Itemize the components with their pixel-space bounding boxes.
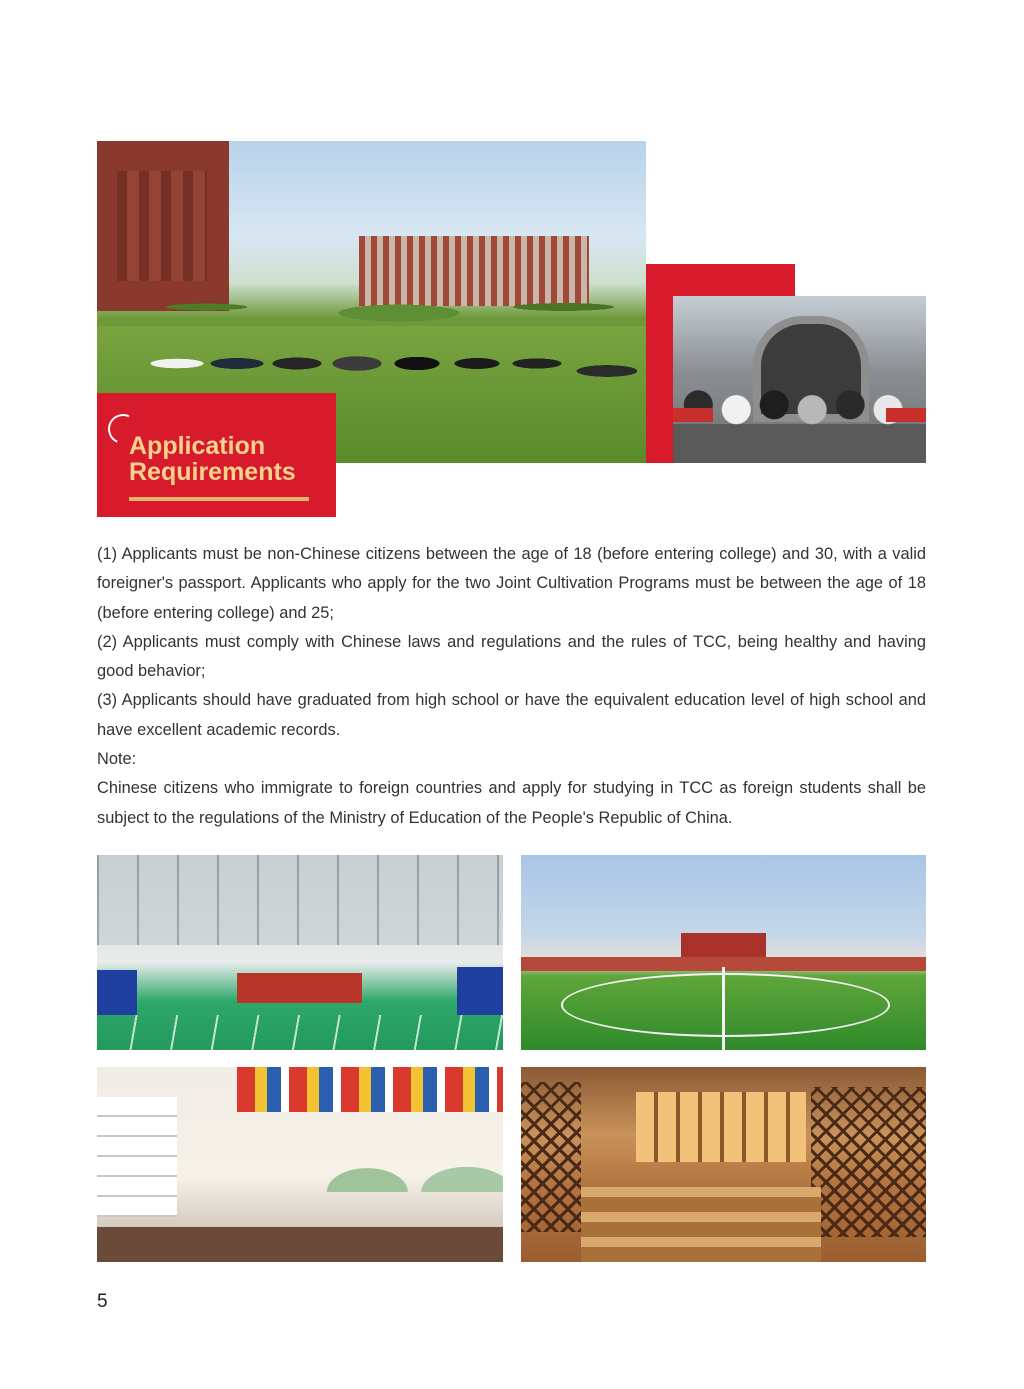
section-title (129, 433, 329, 485)
requirement-1: (1) Applicants must be non-Chinese citizens between the age of 18 (before entering college) and 30, with a valid foreigner's passport. Applicants who apply for the two Joint Cultivation Programs must be between the age of 18 (before entering college) and 25; (97, 545, 926, 622)
gym-court-lines (97, 1015, 503, 1050)
photo-tea-room (521, 1067, 926, 1262)
photo-flowers-right (886, 408, 926, 422)
tea-room-screen-right (811, 1087, 926, 1237)
gym-stands-center (237, 973, 362, 1003)
title-underline (129, 497, 309, 501)
gym-stands-left (97, 970, 137, 1015)
gym-roof (97, 855, 503, 945)
field-midline (722, 967, 725, 1050)
photo-gymnasium (97, 855, 503, 1050)
tea-room-tables (581, 1187, 821, 1262)
gym-stands-right (457, 967, 503, 1015)
tea-room-screen-left (521, 1082, 581, 1232)
tea-room-cabinet (636, 1092, 806, 1162)
photo-flowers-left (673, 408, 713, 422)
lounge-floor (97, 1227, 503, 1262)
photo-football-field (521, 855, 926, 1050)
note-text: Chinese citizens who immigrate to foreign countries and apply for studying in TCC as foreign students shall be subject to the regulations of the Ministry of Education of the People's Republic of China. (97, 779, 926, 827)
requirement-2: (2) Applicants must comply with Chinese laws and regulations and the rules of TCC, being healthy and having good behavior; (97, 632, 926, 681)
field-center-circle (561, 973, 890, 1037)
lounge-bookshelf (97, 1097, 177, 1217)
photo-library-lounge (97, 1067, 503, 1262)
section-title-line1: Application (129, 432, 266, 460)
requirements-text (97, 540, 926, 833)
section-title-line2: Requirements (129, 458, 296, 486)
lounge-windows (322, 1112, 503, 1192)
photo-group-at-gate (673, 296, 926, 463)
page-number: 5 (97, 1291, 108, 1312)
red-accent-side (646, 264, 673, 463)
requirement-3: (3) Applicants should have graduated from high school or have the equivalent education level of high school and have excellent academic records. (97, 691, 926, 739)
lounge-flags (237, 1067, 503, 1112)
note-label: Note: (97, 750, 137, 769)
